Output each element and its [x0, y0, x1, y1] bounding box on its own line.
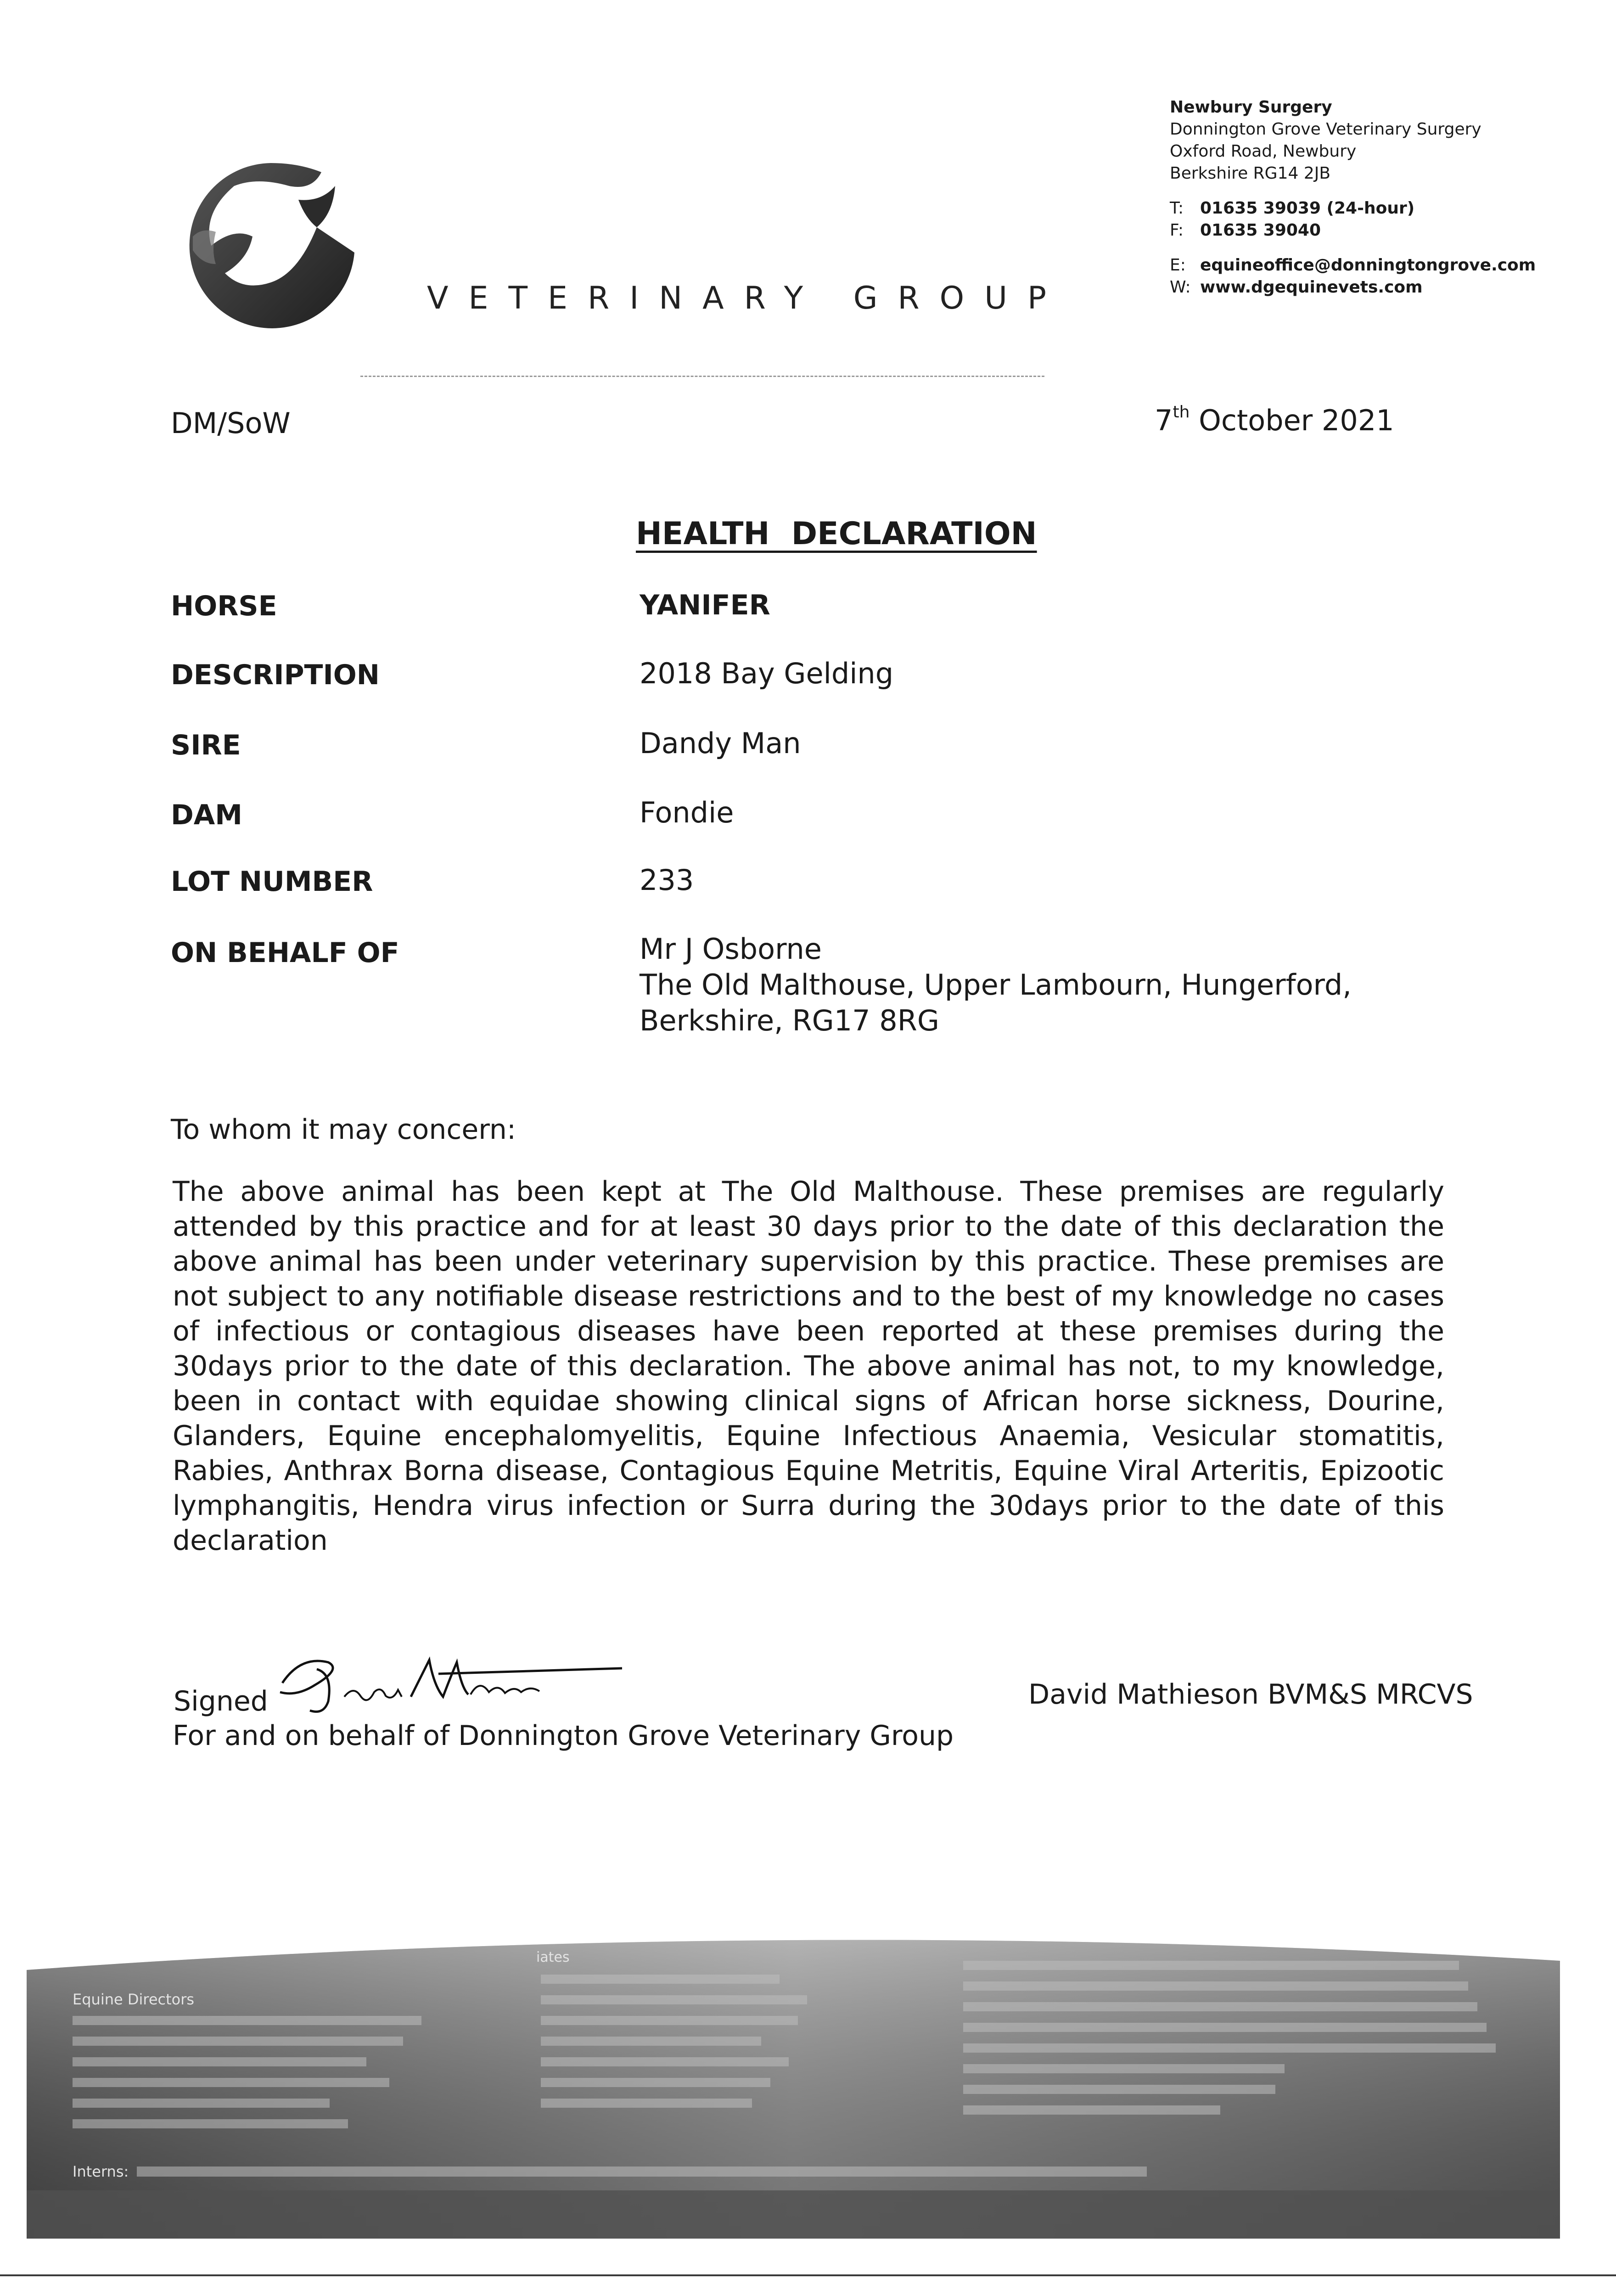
- owner-address-line: The Old Malthouse, Upper Lambourn, Hungerford,: [640, 968, 1352, 1002]
- date-day: 7: [1155, 404, 1173, 437]
- footer-directors-label: Equine Directors: [73, 1991, 195, 2008]
- field-label-description: DESCRIPTION: [171, 659, 380, 691]
- document-title: HEALTH DECLARATION: [636, 516, 1037, 552]
- website-link[interactable]: www.dgequinevets.com: [1200, 278, 1423, 297]
- owner-address-line: Berkshire, RG17 8RG: [640, 1004, 939, 1037]
- website-key: W:: [1170, 278, 1191, 297]
- phone-key: T:: [1170, 199, 1184, 218]
- field-label-sire: SIRE: [171, 729, 241, 761]
- fax-row: [1170, 219, 1536, 242]
- email-link[interactable]: equineoffice@donningtongrove.com: [1200, 256, 1536, 275]
- phone-number: 01635 39039 (24-hour): [1200, 199, 1415, 218]
- footer-associates-label: iates: [536, 1949, 570, 1965]
- handwritten-signature: [264, 1642, 631, 1724]
- field-value-on-behalf-of: [640, 931, 1352, 1039]
- footer-band: [27, 1906, 1560, 2239]
- address-line: Berkshire RG14 2JB: [1170, 164, 1331, 183]
- owner-name: Mr J Osborne: [640, 932, 822, 966]
- field-value-dam: Fondie: [640, 796, 734, 829]
- fax-number: 01635 39040: [1200, 221, 1321, 240]
- on-behalf-line: For and on behalf of Donnington Grove Veterinary Group: [173, 1720, 954, 1752]
- letterhead-divider: [360, 376, 1044, 377]
- fax-key: F:: [1170, 221, 1184, 240]
- field-value-lot-number: 233: [640, 863, 694, 897]
- salutation: To whom it may concern:: [171, 1114, 516, 1146]
- group-title: VETERINARY GROUP: [427, 280, 1066, 316]
- field-label-dam: DAM: [171, 799, 242, 831]
- address-line: Oxford Road, Newbury: [1170, 142, 1357, 161]
- field-value-sire: Dandy Man: [640, 726, 801, 760]
- signatory-name: David Mathieson BVM&S MRCVS: [1028, 1678, 1473, 1711]
- signed-label: Signed: [174, 1685, 268, 1717]
- field-label-on-behalf-of: ON BEHALF OF: [171, 937, 399, 969]
- veterinary-group-logo: [184, 158, 358, 333]
- email-row: [1170, 254, 1536, 276]
- reference: DM/SoW: [171, 406, 291, 440]
- email-key: E:: [1170, 256, 1186, 275]
- field-label-lot-number: LOT NUMBER: [171, 866, 373, 898]
- page-bottom-rule: [0, 2274, 1616, 2276]
- phone-row: [1170, 197, 1536, 219]
- website-row: [1170, 276, 1536, 298]
- field-value-description: 2018 Bay Gelding: [640, 657, 894, 690]
- field-value-horse: YANIFER: [640, 589, 770, 621]
- date-suffix: th: [1173, 403, 1190, 422]
- surgery-name: Newbury Surgery: [1170, 98, 1332, 117]
- practice-address: [1170, 96, 1536, 311]
- letter-date: [1155, 403, 1394, 437]
- declaration-body: The above animal has been kept at The Old Malthouse. These premises are regularly attended by this practice and for at least 30 days prior to the date of this declaration the above animal has been under veterinary supervision by this practice. These premises are not subject to any notifiable disease restrictions and to the best of my knowledge no cases of infectious or contagious diseases have been reported at these premises during the 30days prior to the date of this declaration. The above animal has not, to my knowledge, been in contact with equidae showing clinical signs of African horse sickness, Dourine, Glanders, Equine encephalomyelitis, Equine Infectious Anaemia, Vesicular stomatitis, Rabies, Anthrax Borna disease, Contagious Equine Metritis, Equine Viral Arteritis, Epizootic lymphangitis, Hendra virus infection or Surra during the 30days prior to the date of this declaration: [173, 1176, 1444, 1557]
- footer-interns-label: Interns:: [73, 2163, 129, 2180]
- field-label-horse: HORSE: [171, 590, 277, 622]
- address-line: Donnington Grove Veterinary Surgery: [1170, 120, 1481, 139]
- date-rest: October 2021: [1190, 404, 1394, 437]
